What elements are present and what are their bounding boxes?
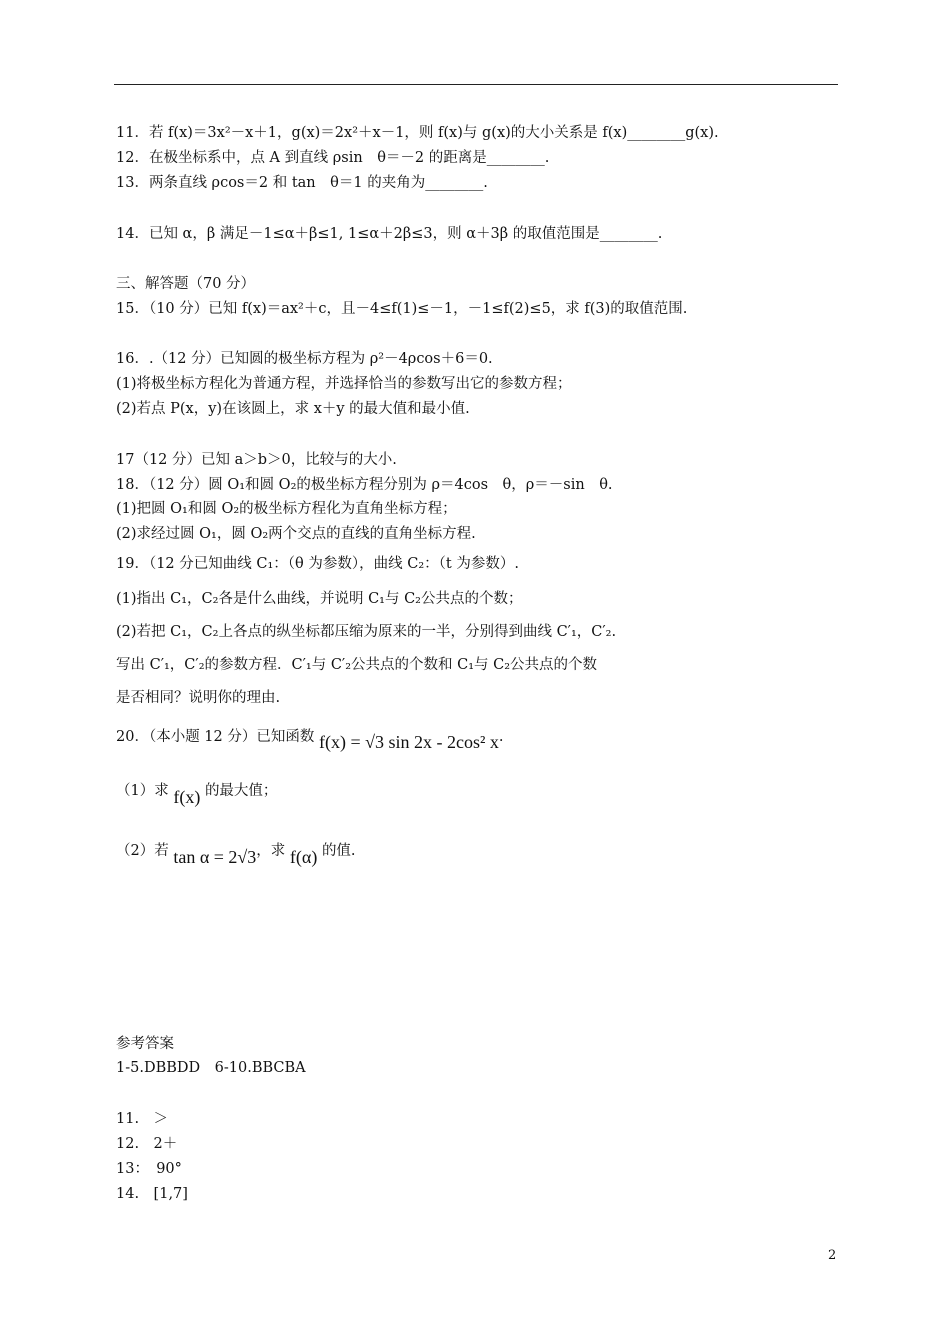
header-rule (114, 84, 838, 85)
question-16-part-2: (2)若点 P(x，y)在该圆上，求 x＋y 的最大值和最小值. (116, 401, 470, 417)
section-heading: 三、解答题（70 分） (116, 276, 256, 292)
question-18-part-1: (1)把圆 O₁和圆 O₂的极坐标方程化为直角坐标方程； (116, 501, 457, 517)
question-17: 17（12 分）已知 a＞b＞0，比较与的大小. (116, 452, 397, 468)
question-19-part-1: (1)指出 C₁，C₂各是什么曲线，并说明 C₁与 C₂公共点的个数； (116, 591, 523, 607)
part-2-tail: 的值. (321, 843, 356, 859)
part-1-lead: （1）求 (116, 783, 169, 799)
answers-heading: 参考答案 (116, 1036, 174, 1052)
question-19-part-3: 写出 C′₁，C′₂的参数方程．C′₁与 C′₂公共点的个数和 C₁与 C₂公共点的个数 (116, 657, 598, 673)
question-18: 18．（12 分）圆 O₁和圆 O₂的极坐标方程分别为 ρ＝4cos θ，ρ＝－sin θ. (116, 477, 613, 493)
answer-line: 12. 2＋ (116, 1136, 178, 1152)
question-19-part-2: (2)若把 C₁，C₂上各点的纵坐标都压缩为原来的一半，分别得到曲线 C′₁，C′₂. (116, 624, 617, 640)
part-2-lead: （2）若 (116, 843, 169, 859)
question-11: 11．若 f(x)＝3x²－x＋1，g(x)＝2x²＋x－1，则 f(x)与 g(x)的大小关系是 f(x)________g(x). (116, 125, 719, 141)
answer-line: 1-5.DBBDD 6-10.BBCBA (116, 1060, 306, 1076)
part-1-tail: 的最大值； (204, 783, 278, 799)
part-2-mid: ，求 (256, 843, 286, 859)
part-2-formula-tan: tan α = 2√3 (173, 847, 257, 867)
answer-line: 13： 90° (116, 1161, 182, 1177)
part-2-formula-f: f(α) (289, 847, 318, 867)
question-19-part-4: 是否相同？说明你的理由. (116, 690, 281, 706)
question-20-part-2 (116, 840, 356, 867)
question-16: 16．.（12 分）已知圆的极坐标方程为 ρ²－4ρcos＋6＝0. (116, 351, 493, 367)
question-20-part-1 (116, 780, 278, 807)
question-16-part-1: (1)将极坐标方程化为普通方程，并选择恰当的参数写出它的参数方程； (116, 376, 572, 392)
answer-line: 11. ＞ (116, 1111, 169, 1127)
answer-line: 14. [1,7] (116, 1186, 188, 1202)
page-number: 2 (828, 1248, 837, 1263)
question-12: 12．在极坐标系中，点 A 到直线 ρsin θ＝－2 的距离是________. (116, 150, 550, 166)
question-20-lead: 20．（本小题 12 分）已知函数 (116, 729, 315, 745)
question-20-formula: f(x) = √3 sin 2x - 2cos² x (318, 732, 499, 752)
question-20-tail: . (498, 729, 504, 745)
question-15: 15．（10 分）已知 f(x)＝ax²＋c，且－4≤f(1)≤－1，－1≤f(2)≤5，求 f(3)的取值范围. (116, 301, 688, 317)
question-20 (116, 726, 504, 752)
question-18-part-2: (2)求经过圆 O₁，圆 O₂两个交点的直线的直角坐标方程. (116, 526, 476, 542)
part-1-formula: f(x) (173, 787, 201, 807)
question-19: 19．（12 分已知曲线 C₁：（θ 为参数），曲线 C₂：（t 为参数）. (116, 556, 519, 572)
question-13: 13．两条直线 ρcos＝2 和 tan θ＝1 的夹角为________. (116, 175, 488, 191)
question-14: 14．已知 α，β 满足－1≤α＋β≤1, 1≤α＋2β≤3，则 α＋3β 的取值范围是________. (116, 226, 663, 242)
